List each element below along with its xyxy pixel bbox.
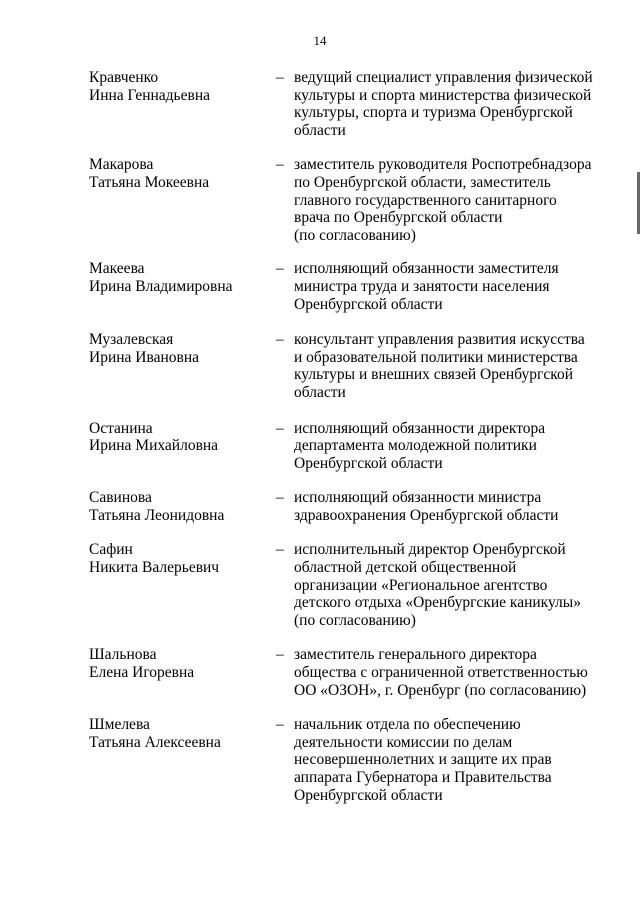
position-line: Оренбургской области: [294, 295, 443, 313]
dash-separator: –: [276, 541, 284, 559]
position-line: министра труда и занятости населения: [294, 277, 550, 295]
surname: Останина: [89, 419, 153, 437]
surname: Макеева: [89, 260, 145, 278]
position-line: деятельности комиссии по делам: [294, 733, 513, 751]
position-line: аппарата Губернатора и Правительства: [294, 769, 552, 786]
member-name: [89, 260, 269, 295]
member-position: [294, 156, 598, 244]
member-name: [89, 156, 269, 191]
member-name: [89, 646, 269, 681]
position-line: культуры, спорта и туризма Оренбургской: [294, 104, 573, 122]
surname: Сафин: [89, 541, 133, 559]
given-names: Татьяна Мокеевна: [89, 173, 210, 191]
given-names: Инна Геннадьевна: [89, 86, 210, 104]
member-name: [89, 489, 269, 524]
list-item: [0, 260, 640, 313]
position-line: ОО «ОЗОН», г. Оренбург (по согласованию): [294, 681, 587, 699]
given-names: Ирина Михайловна: [89, 437, 219, 455]
member-position: [294, 646, 598, 699]
position-line: и образовательной политики министерства: [294, 348, 578, 366]
position-line: исполняющий обязанности министра: [294, 489, 542, 507]
list-item: [0, 489, 640, 524]
position-line: заместитель генерального директора: [294, 646, 537, 664]
position-line: здравоохранения Оренбургской области: [294, 506, 559, 524]
position-line: культуры и спорта министерства физической: [294, 86, 592, 104]
position-line: по Оренбургской области, заместитель: [294, 173, 551, 191]
position-line: областной детской общественной: [294, 559, 517, 577]
member-position: [294, 420, 598, 473]
position-line: исполняющий обязанности заместителя: [294, 260, 559, 278]
surname: Шмелева: [89, 716, 150, 734]
surname: Кравченко: [89, 69, 159, 86]
member-name: [89, 420, 269, 455]
dash-separator: –: [276, 156, 284, 174]
list-item: [0, 420, 640, 473]
list-item: [0, 646, 640, 699]
position-line: исполняющий обязанности директора: [294, 419, 546, 437]
position-line: (по согласованию): [294, 611, 416, 629]
dash-separator: –: [276, 69, 284, 86]
member-name: [89, 541, 269, 576]
dash-separator: –: [276, 716, 284, 734]
position-line: Оренбургской области: [294, 454, 443, 472]
member-position: [294, 541, 598, 629]
position-line: культуры и внешних связей Оренбургской: [294, 366, 573, 384]
position-line: Оренбургской области: [294, 786, 443, 804]
position-line: исполнительный директор Оренбургской: [294, 541, 566, 559]
given-names: Никита Валерьевич: [89, 559, 220, 577]
position-line: области: [294, 383, 346, 401]
member-position: [294, 331, 598, 401]
dash-separator: –: [276, 646, 284, 664]
list-item: [0, 156, 640, 244]
member-position: [294, 716, 598, 804]
page-number: 14: [313, 33, 327, 48]
position-line: заместитель руководителя Роспотребнадзора: [294, 156, 592, 174]
dash-separator: –: [276, 489, 284, 507]
position-line: несовершеннолетних и защите их прав: [294, 751, 552, 769]
position-line: ведущий специалист управления физической: [294, 69, 593, 86]
given-names: Татьяна Леонидовна: [89, 506, 225, 524]
position-line: главного государственного санитарного: [294, 191, 557, 209]
position-line: организации «Региональное агентство: [294, 576, 548, 594]
position-line: детского отдыха «Оренбургские каникулы»: [294, 594, 581, 612]
given-names: Ирина Владимировна: [89, 277, 233, 295]
surname: Шальнова: [89, 646, 157, 664]
given-names: Татьяна Алексеевна: [89, 733, 221, 751]
position-line: (по согласованию): [294, 226, 416, 244]
member-list: [0, 69, 640, 804]
surname: Музалевская: [89, 331, 174, 349]
list-item: [0, 331, 640, 401]
surname: Макарова: [89, 156, 154, 174]
member-name: [89, 331, 269, 366]
list-item: [0, 541, 640, 629]
position-line: врача по Оренбургской области: [294, 209, 503, 227]
position-line: области: [294, 121, 346, 139]
position-line: консультант управления развития искусства: [294, 331, 585, 349]
position-line: департамента молодежной политики: [294, 437, 537, 455]
given-names: Ирина Ивановна: [89, 348, 200, 366]
given-names: Елена Игоревна: [89, 664, 195, 682]
member-position: [294, 489, 598, 524]
member-name: [89, 716, 269, 751]
member-name: [89, 69, 269, 104]
position-line: общества с ограниченной ответственностью: [294, 664, 588, 682]
surname: Савинова: [89, 489, 152, 507]
list-item: [0, 716, 640, 804]
dash-separator: –: [276, 260, 284, 278]
dash-separator: –: [276, 331, 284, 349]
list-item: [0, 69, 640, 139]
member-position: [294, 69, 598, 139]
dash-separator: –: [276, 419, 284, 437]
member-position: [294, 260, 598, 313]
position-line: начальник отдела по обеспечению: [294, 716, 521, 734]
